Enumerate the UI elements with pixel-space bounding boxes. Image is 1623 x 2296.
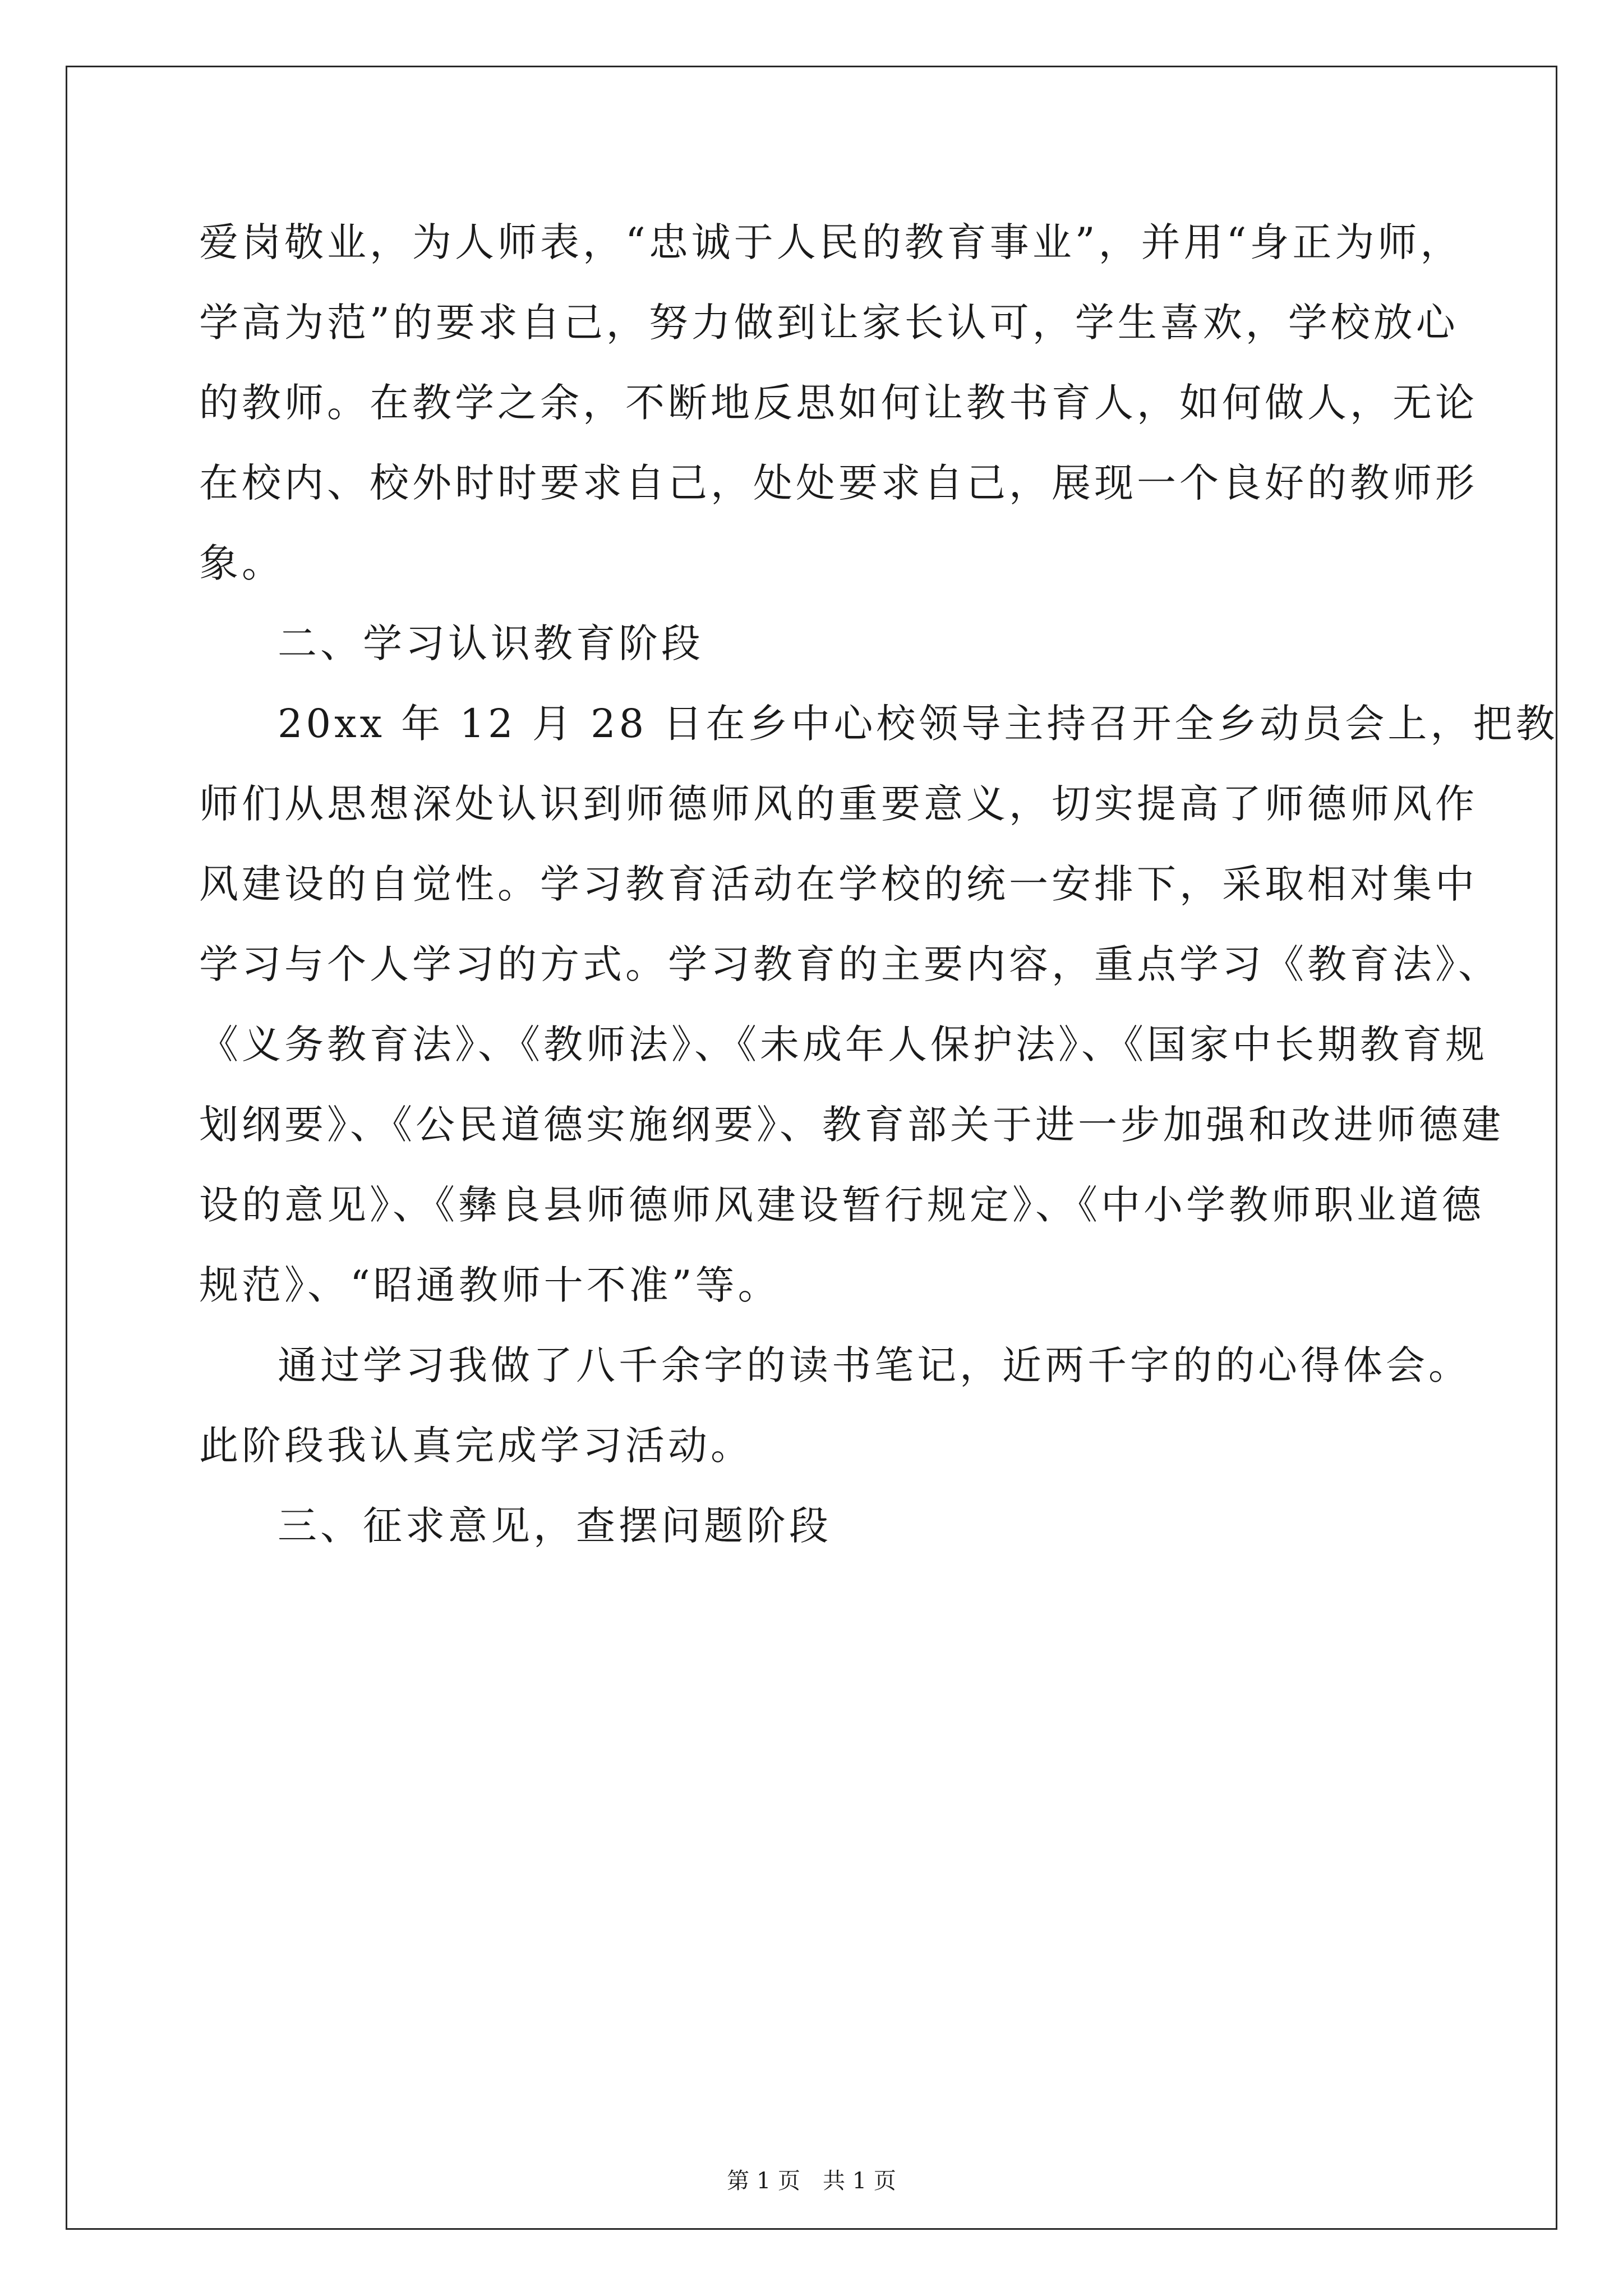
- body-text-line: 学高为范”的要求自己，努力做到让家长认可，学生喜欢，学校放心: [199, 300, 1459, 346]
- body-text-line: 规范》、“昭通教师十不准”等。: [199, 1262, 781, 1308]
- body-text-line: 在校内、校外时时要求自己，处处要求自己，展现一个良好的教师形: [199, 460, 1478, 506]
- body-text-line: 划纲要》、《公民道德实施纲要》、教育部关于进一步加强和改进师德建: [199, 1102, 1504, 1148]
- body-text-line: 象。: [199, 540, 284, 586]
- section-heading: 三、征求意见，查摆问题阶段: [278, 1503, 832, 1549]
- page-number: 第 1 页 共 1 页: [727, 2168, 896, 2194]
- body-text-line: 师们从思想深处认识到师德师风的重要意义，切实提高了师德师风作: [199, 781, 1478, 827]
- body-text-line: 设的意见》、《彝良县师德师风建设暂行规定》、《中小学教师职业道德: [199, 1182, 1484, 1228]
- body-text-line: 学习与个人学习的方式。学习教育的主要内容，重点学习《教育法》、: [199, 941, 1501, 987]
- body-text-line: 通过学习我做了八千余字的读书笔记，近两千字的的心得体会。: [278, 1342, 1471, 1388]
- body-text-line: 爱岗敬业，为人师表，“忠诚于人民的教育事业”，并用“身正为师，: [199, 219, 1463, 265]
- body-text-line: 的教师。在教学之余，不断地反思如何让教书育人，如何做人，无论: [199, 380, 1478, 426]
- section-heading: 二、学习认识教育阶段: [278, 620, 704, 666]
- body-text-line: 《义务教育法》、《教师法》、《未成年人保护法》、《国家中长期教育规: [199, 1022, 1488, 1068]
- body-text-line: 风建设的自觉性。学习教育活动在学校的统一安排下，采取相对集中: [199, 861, 1478, 907]
- body-text-line: 20xx 年 12 月 28 日在乡中心校领导主持召开全乡动员会上，把教: [278, 701, 1559, 747]
- body-text-line: 此阶段我认真完成学习活动。: [199, 1423, 753, 1469]
